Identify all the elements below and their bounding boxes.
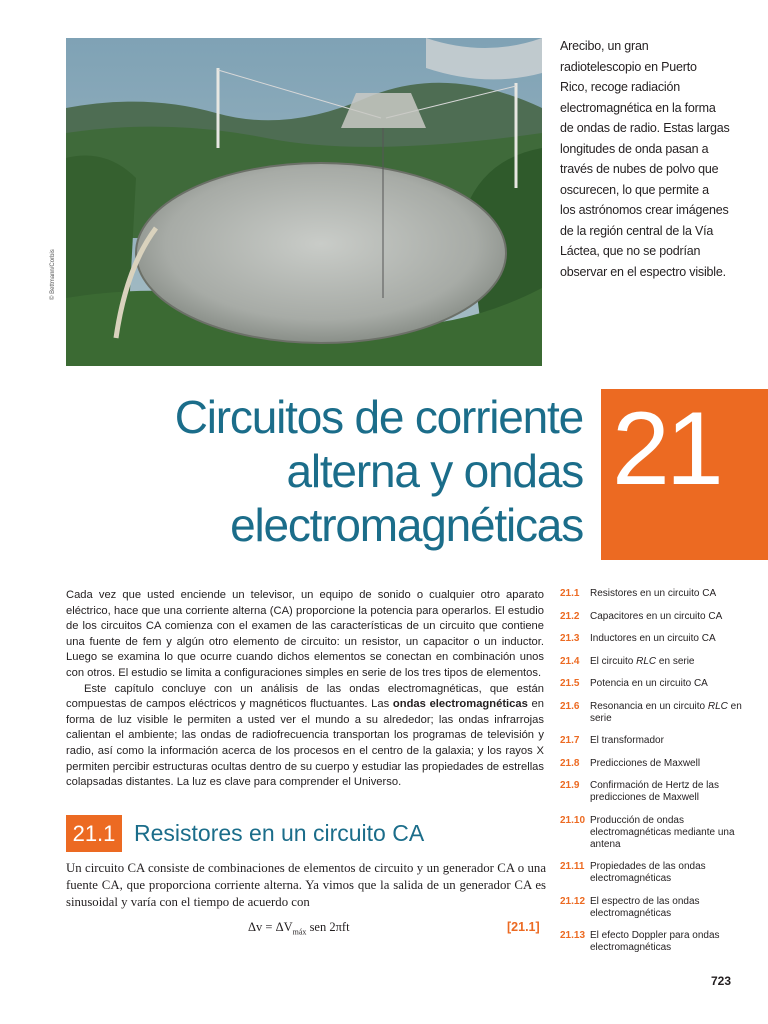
toc-label: Resistores en un circuito CA [590, 588, 717, 599]
toc-item[interactable] [560, 930, 750, 954]
toc-number: 21.4 [560, 655, 580, 667]
toc-label [590, 701, 750, 725]
intro-text: en forma de luz visible le permiten a usted ver el mundo a su alrededor; las ondas infrarrojas calientan el ambiente; las ondas de radiofrecuencia transportan los programas de televisión y radio, así como la información acerca de los procesos en el centro de la galaxia; y los rayos X permiten percibir estructuras ocultas dentro de su cuerpo y estudiar las propiedades de estrellas colapsadas distantes. La luz es clave para comprender el Universo. [66, 698, 544, 789]
chapter-title-line: alterna y ondas [286, 445, 583, 497]
toc-number: 21.3 [560, 633, 580, 644]
toc-item[interactable] [560, 633, 750, 645]
equation-subscript: máx [292, 927, 307, 937]
caption-line: través de nubes de polvo que [560, 162, 719, 176]
equation-rhs: sen 2πft [306, 920, 350, 934]
toc-label: Producción de ondas electromagnéticas mediante una antena [590, 814, 735, 850]
section-number: 21.1 [66, 815, 122, 852]
toc-label: Propiedades de las ondas electromagnéticas [590, 861, 706, 884]
caption-line: Rico, recoge radiación [560, 80, 680, 94]
toc-label-text: El circuito [590, 655, 637, 667]
photo-credit: © Bettmann/Corbis [50, 249, 56, 300]
toc-number: 21.1 [560, 588, 580, 599]
toc-label: El espectro de las ondas electromagnéticas [590, 895, 700, 919]
toc-item[interactable] [560, 656, 750, 668]
intro-text: Este capítulo concluye con un análisis de las ondas electromagnéticas, que están compuestas de campos eléctricos y magnéticos fluctuantes. Las [66, 682, 544, 711]
section-heading [66, 815, 424, 852]
caption-line: radiotelescopio en Puerto [560, 59, 697, 74]
section-title: Resistores en un circuito CA [134, 820, 425, 846]
equation-number: [21.1] [507, 920, 540, 934]
toc-label: Inductores en un circuito CA [590, 633, 716, 644]
toc-label [590, 656, 750, 668]
arecibo-photo [66, 38, 542, 366]
caption-line: oscurecen, lo que permite a [560, 182, 709, 197]
intro-paragraph: Cada vez que usted enciende un televisor, un equipo de sonido o cualquier otro aparato eléctrico, hace que una corriente alterna (CA) proporcione la potencia para operarlos. El estudio de los circuitos CA comienza con el examen de las características de un circuito que contiene una fuente de fem y algún otro elemento de circuito: un resistor, un capacitor o un inductor. Luego se examina lo que ocurre cuando dichos elementos se conectan en combinación unos con otros. El estudio se limita a configuraciones simples en serie de los tres tipos de elementos. [66, 589, 544, 679]
caption-line: Láctea, que no se podrían [560, 244, 701, 258]
chapter-number: 21 [612, 391, 720, 507]
toc-item[interactable] [560, 758, 750, 770]
photo-caption [560, 36, 740, 282]
toc-label: Capacitores en un circuito CA [590, 610, 723, 622]
toc-label: El efecto Doppler para ondas electromagnéticas [590, 930, 720, 953]
toc-label-italic: RLC [707, 700, 728, 712]
toc-item[interactable] [560, 701, 750, 725]
toc-number: 21.11 [560, 861, 585, 872]
toc-number: 21.9 [560, 780, 580, 791]
toc-label: Predicciones de Maxwell [590, 757, 701, 769]
chapter-title-line: electromagnéticas [230, 499, 583, 551]
toc-label-text: Resonancia en un circuito [590, 700, 708, 712]
toc-label: El transformador [590, 735, 664, 746]
toc-number: 21.12 [560, 895, 586, 907]
toc-item[interactable] [560, 780, 750, 804]
toc-item[interactable] [560, 861, 750, 885]
equation-lhs: Δv = ΔV [248, 920, 293, 934]
toc-number: 21.5 [560, 678, 580, 689]
toc-number: 21.6 [560, 700, 580, 712]
intro-paragraph [66, 682, 544, 791]
caption-line: longitudes de onda pasan a [560, 141, 709, 156]
chapter-title-line: Circuitos de corriente [174, 391, 583, 443]
toc-number: 21.2 [560, 610, 580, 622]
equation [248, 920, 350, 937]
toc-item[interactable] [560, 678, 750, 690]
toc-item[interactable] [560, 588, 750, 600]
toc-label-text: en serie [590, 700, 742, 724]
page-number: 723 [711, 974, 732, 988]
toc-item[interactable] [560, 815, 750, 851]
caption-line: observar en el espectro visible. [560, 264, 726, 279]
toc-number: 21.7 [560, 735, 580, 746]
toc-number: 21.8 [560, 757, 580, 769]
caption-line: los astrónomos crear imágenes [560, 203, 729, 217]
caption-line: de ondas de radio. Estas largas [560, 121, 730, 135]
toc-number: 21.13 [560, 930, 586, 941]
chapter-intro [66, 588, 544, 791]
caption-line: de la región central de la Vía [560, 223, 714, 238]
toc-label-italic: RLC [636, 655, 657, 667]
chapter-contents [560, 588, 750, 965]
toc-label: Potencia en un circuito CA [590, 678, 708, 689]
toc-item[interactable] [560, 735, 750, 747]
caption-line: Arecibo, un gran [560, 39, 649, 53]
caption-line: electromagnética en la forma [560, 100, 716, 115]
intro-key-term: ondas electromagnéticas [392, 698, 528, 711]
chapter-title [123, 390, 583, 552]
toc-item[interactable] [560, 611, 750, 623]
toc-label: Confirmación de Hertz de las predicciones de Maxwell [590, 780, 719, 803]
toc-label-text: en serie [656, 655, 695, 667]
section-body: Un circuito CA consiste de combinaciones de elementos de circuito y un generador CA o una fuente CA, que proporciona corriente alterna. Ya vimos que la salida de un generador CA es sinusoidal y varía con el tiempo de acuerdo con [66, 861, 546, 909]
toc-item[interactable] [560, 896, 750, 920]
toc-number: 21.10 [560, 814, 586, 826]
